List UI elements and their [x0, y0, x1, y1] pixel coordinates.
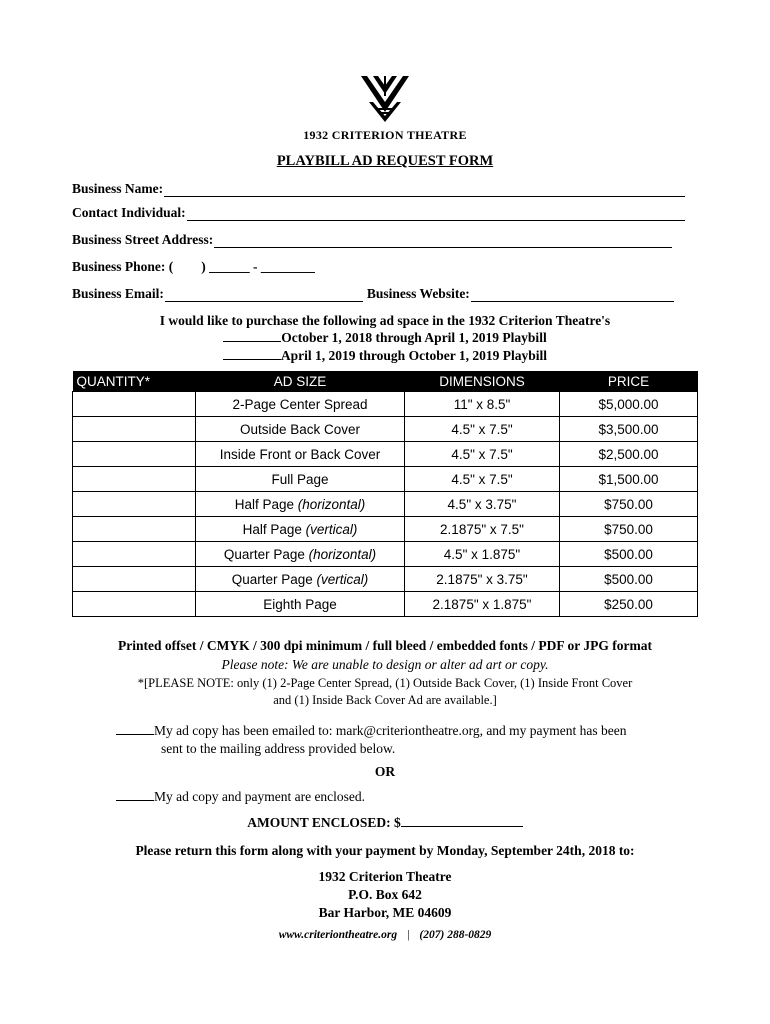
quantity-cell[interactable]: [73, 417, 196, 442]
ad-size-cell: Half Page (horizontal): [196, 492, 405, 517]
business-phone-blanks[interactable]: ) ______ - ________: [201, 259, 315, 274]
table-row: [73, 492, 698, 517]
email-website-field[interactable]: [72, 286, 674, 302]
dimensions-cell: 2.1875" x 1.875": [405, 592, 560, 617]
footer-contact: [0, 929, 770, 941]
form-title: PLAYBILL AD REQUEST FORM: [276, 153, 494, 169]
quantity-cell[interactable]: [73, 467, 196, 492]
quantity-cell[interactable]: [73, 492, 196, 517]
table-row: [73, 442, 698, 467]
dimensions-cell: 4.5" x 7.5": [405, 467, 560, 492]
table-header-row: [73, 371, 698, 392]
return-instructions: Please return this form along with your payment by Monday, September 24th, 2018 to:: [135, 843, 635, 858]
footer-website: www.criteriontheatre.org: [278, 929, 398, 941]
option-fall-label: October 1, 2018 through April 1, 2019 Playbill: [281, 330, 547, 345]
dimensions-cell: 4.5" x 3.75": [405, 492, 560, 517]
option-spring-label: April 1, 2019 through October 1, 2019 Playbill: [280, 348, 548, 363]
quantity-cell[interactable]: [73, 392, 196, 417]
quantity-cell[interactable]: [73, 592, 196, 617]
playbill-option-fall[interactable]: [0, 330, 770, 346]
dimensions-cell: 11" x 8.5": [405, 392, 560, 417]
dimensions-cell: 4.5" x 1.875": [405, 542, 560, 567]
dimensions-cell: 2.1875" x 3.75": [405, 567, 560, 592]
ad-size-cell: Outside Back Cover: [196, 417, 405, 442]
footer-phone: (207) 288-0829: [419, 929, 492, 941]
price-cell: $500.00: [560, 567, 698, 592]
ad-size-header: AD SIZE: [196, 371, 405, 392]
business-name-line[interactable]: [164, 184, 685, 197]
choice-enclosed[interactable]: [116, 788, 365, 806]
table-row: [73, 417, 698, 442]
price-cell: $5,000.00: [560, 392, 698, 417]
table-row: [73, 567, 698, 592]
design-note: Please note: We are unable to design or alter ad art or copy.: [221, 657, 549, 672]
price-cell: $1,500.00: [560, 467, 698, 492]
quantity-cell[interactable]: [73, 567, 196, 592]
business-email-line[interactable]: [165, 289, 363, 302]
price-cell: $750.00: [560, 517, 698, 542]
choice-enclosed-text: My ad copy and payment are enclosed.: [154, 789, 366, 804]
option-fall-blank[interactable]: [223, 330, 281, 342]
table-row: [73, 542, 698, 567]
street-address-label: Business Street Address:: [72, 232, 214, 247]
dimensions-cell: 2.1875" x 7.5": [405, 517, 560, 542]
choice-emailed-text: My ad copy has been emailed to: mark@criteriontheatre.org, and my payment has been: [154, 723, 627, 738]
theatre-name: 1932 CRITERION THEATRE: [303, 128, 467, 142]
street-address-line[interactable]: [214, 235, 672, 248]
contact-individual-field[interactable]: [72, 205, 685, 221]
choice-enclosed-blank[interactable]: [116, 789, 154, 801]
table-row: [73, 392, 698, 417]
ad-size-cell: Eighth Page: [196, 592, 405, 617]
ad-size-cell: Quarter Page (horizontal): [196, 542, 405, 567]
playbill-option-spring[interactable]: [0, 348, 770, 364]
business-website-line[interactable]: [471, 289, 674, 302]
amount-enclosed-line[interactable]: [401, 815, 523, 827]
option-spring-blank[interactable]: [223, 348, 281, 360]
business-name-label: Business Name:: [72, 181, 164, 196]
dimensions-cell: 4.5" x 7.5": [405, 417, 560, 442]
ad-size-cell: Quarter Page (vertical): [196, 567, 405, 592]
ad-size-cell: Half Page (vertical): [196, 517, 405, 542]
or-separator: OR: [374, 764, 396, 779]
business-name-field[interactable]: [72, 181, 685, 197]
ad-size-cell: Inside Front or Back Cover: [196, 442, 405, 467]
dimensions-cell: 4.5" x 7.5": [405, 442, 560, 467]
ad-pricing-table: [72, 371, 698, 617]
footer-separator: |: [407, 929, 410, 941]
table-row: [73, 592, 698, 617]
choice-emailed[interactable]: My ad copy has been emailed to: mark@criteriontheatre.org, and my payment has been sent to the mailing address provided below.: [116, 722, 627, 758]
price-cell: $500.00: [560, 542, 698, 567]
price-cell: $750.00: [560, 492, 698, 517]
mailing-address: 1932 Criterion Theatre P.O. Box 642 Bar Harbor, ME 04609: [318, 869, 452, 920]
purchase-intro: I would like to purchase the following ad space in the 1932 Criterion Theatre's: [159, 313, 611, 328]
price-cell: $2,500.00: [560, 442, 698, 467]
ad-size-cell: 2-Page Center Spread: [196, 392, 405, 417]
quantity-cell[interactable]: [73, 542, 196, 567]
contact-individual-line[interactable]: [187, 208, 685, 221]
business-phone-field[interactable]: [72, 259, 315, 275]
business-website-label: Business Website:: [366, 286, 470, 301]
contact-individual-label: Contact Individual:: [72, 205, 186, 220]
table-row: [73, 467, 698, 492]
business-phone-label: Business Phone: (: [72, 259, 174, 274]
quantity-cell[interactable]: [73, 442, 196, 467]
availability-note: *[PLEASE NOTE: only (1) 2-Page Center Spread, (1) Outside Back Cover, (1) Inside Front Cover and (1) Inside Back Cover Ad are available.]: [137, 676, 633, 707]
choice-emailed-blank[interactable]: [116, 723, 154, 735]
ad-size-cell: Full Page: [196, 467, 405, 492]
price-cell: $250.00: [560, 592, 698, 617]
print-specifications: Printed offset / CMYK / 300 dpi minimum / full bleed / embedded fonts / PDF or JPG format: [118, 638, 652, 653]
dimensions-header: DIMENSIONS: [405, 371, 560, 392]
street-address-field[interactable]: [72, 232, 672, 248]
quantity-header: QUANTITY*: [73, 371, 196, 392]
price-cell: $3,500.00: [560, 417, 698, 442]
quantity-cell[interactable]: [73, 517, 196, 542]
amount-enclosed-label: AMOUNT ENCLOSED: $: [247, 815, 401, 830]
business-email-label: Business Email:: [72, 286, 164, 301]
criterion-logo-icon: [359, 72, 411, 124]
table-row: [73, 517, 698, 542]
price-header: PRICE: [560, 371, 698, 392]
amount-enclosed-field[interactable]: [0, 815, 770, 831]
